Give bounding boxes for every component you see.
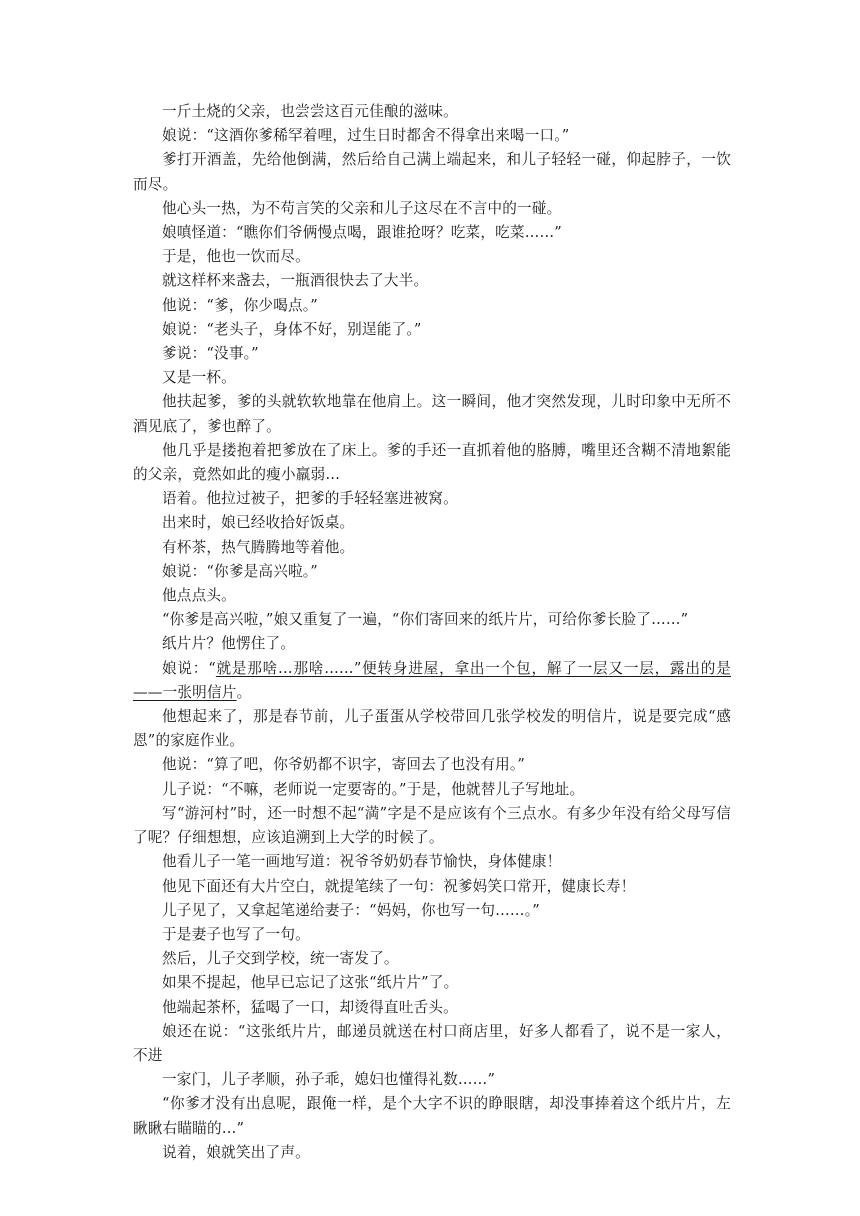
- paragraph-underlined: [133, 657, 731, 705]
- paragraph: 写“游河村”时，还一时想不起“満”字是不是应该有个三点水。有多少年没有给父母写信了呢？仔细想想，应该追溯到上大学的时候了。: [133, 804, 731, 847]
- paragraph: 他扶起爹，爹的头就软软地靠在他肩上。这一瞬间，他才突然发现，儿时印象中无所不酒见底了，爹也醉了。: [133, 393, 731, 435]
- paragraph: 他想起来了，那是春节前，儿子蛋蛋从学校带回几张学校发的明信片，说是要完成“感恩”的家庭作业。: [133, 708, 731, 750]
- paragraph: 然后，儿子交到学校，统一寄发了。: [162, 950, 399, 968]
- paragraph: 又是一杯。: [162, 369, 236, 387]
- paragraph: 他说：“爹，你少喝点。”: [162, 296, 318, 314]
- paragraph: 一斤土烧的父亲，也尝尝这百元佳酿的滋味。: [162, 103, 458, 120]
- paragraph: “你爹才没有出息呢，跟俺一样，是个大字不识的睁眼瞎，却没事捧着这个纸片片，左瞅瞅右瞄瞄的…”: [133, 1095, 731, 1137]
- paragraph: 儿子说：“不嘛，老师说一定要寄的。”于是，他就替儿子写地址。: [162, 780, 585, 798]
- paragraph-suffix: 。: [236, 683, 252, 701]
- paragraph: “你爹是高兴啦，”娘又重复了一遍，“你们寄回来的纸片片，可给你爹长脸了……”: [162, 611, 689, 629]
- paragraph: 他说：“算了吧，你爷奶都不识字，寄回去了也没有用。”: [162, 756, 526, 774]
- paragraph: 他几乎是搂抱着把爹放在了床上。爹的手还一直抓着他的胳膊，嘴里还含糊不清地絮能的父亲，竟然如此的瘦小羸弱…: [133, 441, 731, 484]
- paragraph: 如果不提起，他早已忘记了这张“纸片片”了。: [162, 974, 459, 992]
- paragraph: 他看儿子一笔一画地写道：祝爷爷奶奶春节愉快，身体健康！: [162, 853, 562, 871]
- paragraph: 有杯茶，热气腾腾地等着他。: [162, 538, 355, 556]
- paragraph: 出来时，娘已经收拾好饭桌。: [162, 514, 355, 532]
- paragraph: 娘还在说：“这张纸片片，邮递员就送在村口商店里，好多人都看了，说不是一家人，不进: [133, 1022, 731, 1064]
- paragraph: 他点点头。: [162, 587, 236, 605]
- paragraph-prefix: 娘说：“: [162, 659, 216, 677]
- paragraph: 娘说：“这酒你爹稀罕着哩，过生日时都舍不得拿出来喝一口。”: [162, 127, 570, 145]
- paragraph: 他见下面还有大片空白，就提笔续了一句：祝爹妈笑口常开，健康长寿！: [162, 877, 636, 895]
- paragraph: 就这样杯来盏去，一瓶酒很快去了大半。: [162, 272, 429, 290]
- paragraph: 娘说：“老头子，身体不好，别逞能了。”: [162, 320, 422, 338]
- paragraph: 他端起茶杯，猛喝了一口，却烫得直吐舌头。: [162, 998, 458, 1016]
- paragraph: 于是，他也一饮而尽。: [162, 248, 310, 266]
- paragraph: 说着，娘就笑出了声。: [162, 1143, 310, 1161]
- paragraph: 爹打开酒盖，先给他倒满，然后给自己满上端起来，和儿子轻轻一碰，仰起脖子，一饮而尽。: [133, 151, 731, 193]
- paragraph: 语着。他拉过被子，把爹的手轻轻塞进被窝。: [162, 490, 458, 508]
- paragraph: 一家门，儿子孝顺，孙子乖，媳妇也懂得礼数……”: [162, 1071, 496, 1089]
- paragraph: 娘说：“你爹是高兴啦。”: [162, 562, 318, 580]
- story-text: [133, 100, 731, 1165]
- underlined-passage: 就是那啥…那啥……”便转身进屋，拿出一个包，解了一层又一层，露出的是——一张明信片: [133, 659, 732, 701]
- paragraph: 儿子见了，又拿起笔递给妻子：“妈妈，你也写一句……。”: [162, 901, 540, 919]
- paragraph: 爹说：“没事。”: [162, 345, 259, 363]
- paragraph: 娘嗔怪道：“瞧你们爷俩慢点喝，跟谁抢呀？吃菜，吃菜……”: [162, 224, 562, 242]
- paragraph: 他心头一热，为不苟言笑的父亲和儿子这尽在不言中的一碰。: [162, 199, 562, 217]
- paragraph: 于是妻子也写了一句。: [162, 925, 310, 943]
- paragraph: 纸片片？他愣住了。: [162, 635, 296, 653]
